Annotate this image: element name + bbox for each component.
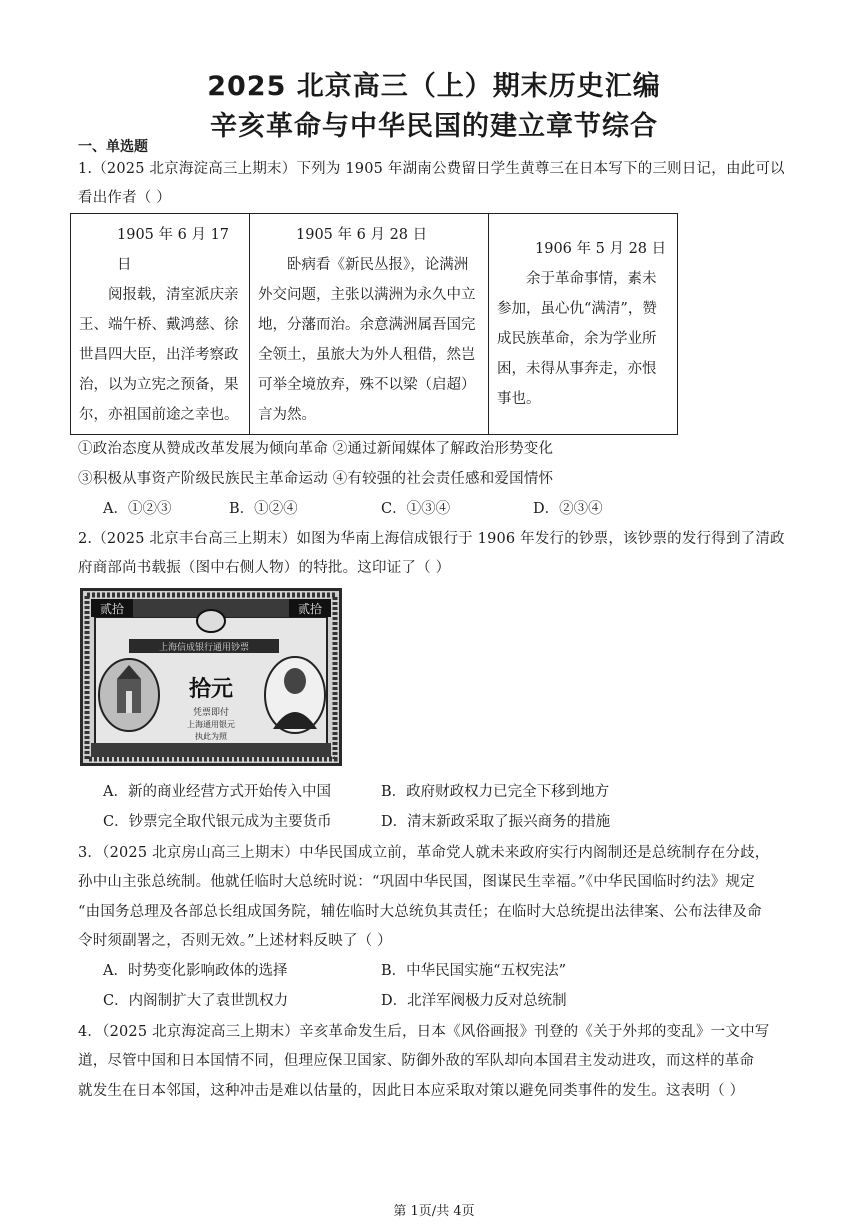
diary-cell [250,214,489,435]
q1-stem-line-2: 看出作者（ ） [78,190,172,206]
q3-stem-line-1: 3．（2025 北京房山高三上期末）中华民国成立前，革命党人就未来政府实行内阁制还是总统制存在分歧， [78,845,770,861]
q1-stem-line-1: 1.（2025 北京海淀高三上期末）下列为 1905 年湖南公费留日学生黄尊三在日本写下的三则日记，由此可以 [78,161,785,177]
q3-stem-line-2: 孙中山主张总统制。他就任临时大总统时说：“巩固中华民国，图谋民生幸福。”《中华民国临时约法》规定 [78,874,755,890]
diary-date: 1906 年 5 月 28 日 [535,241,667,257]
q1-option-d[interactable]: D．②③④ [533,501,603,517]
diary-date: 1905 年 6 月 28 日 [296,227,428,243]
q3-option-c[interactable]: C．内阁制扩大了袁世凯权力 [103,993,289,1009]
diary-cell [71,214,250,435]
page-footer: 第 1页/共 4页 [393,1204,475,1219]
document-title: 2025 北京高三（上）期末历史汇编 [207,71,661,102]
q1-statements-line-2: ③积极从事资产阶级民族民主革命运动 ④有较强的社会责任感和爱国情怀 [78,471,554,487]
diary-text: 卧病看《新民丛报》，论满洲外交问题，主张以满洲为永久中立地，分藩而治。余意满洲属吾国完全领土，虽旅大为外人租借，然岂可举全境放弃，殊不以梁（启超）言为然。 [258,257,476,423]
banknote-left-sub: 上海通用银元 [187,720,235,729]
q2-option-d[interactable]: D．清末新政采取了振兴商务的措施 [381,814,611,830]
q1-option-a[interactable]: A．①②③ [103,501,172,517]
banknote-side-text: 执此为照 [195,732,227,741]
q2-option-c[interactable]: C．钞票完全取代银元成为主要货币 [103,814,332,830]
banknote-left-text: 凭票即付 [192,708,230,718]
q2-option-b[interactable]: B．政府财政权力已完全下移到地方 [381,784,610,800]
q3-option-b[interactable]: B．中华民国实施“五权宪法” [381,963,566,979]
diary-text: 余于革命事情，素未参加，虽心仇“满清”，赞成民族革命，余为学业所困，未得从事奔走，亦恨事也。 [497,271,657,407]
q1-option-b[interactable]: B．①②④ [229,501,298,517]
diary-cell [489,214,678,435]
q3-option-a[interactable]: A．时势变化影响政体的选择 [103,963,288,979]
banknote-denomination: 拾元 [188,676,234,702]
q1-option-c[interactable]: C．①③④ [381,501,451,517]
q2-stem-line-2: 府商部尚书载振（图中右侧人物）的特批。这印证了（ ） [78,560,451,576]
q1-statements-line-1: ①政治态度从赞成改革发展为倾向革命 ②通过新闻媒体了解政治形势变化 [78,441,554,457]
section-heading: 一、单选题 [78,139,148,155]
q3-option-d[interactable]: D．北洋军阀极力反对总统制 [381,993,567,1009]
banknote-banner: 上海信成银行通用钞票 [158,643,250,653]
q4-stem-line-2: 道，尽管中国和日本国情不同，但理应保卫国家、防御外敌的军队却向本国君主发动进攻，而这样的革命 [78,1053,755,1069]
banknote-corner-right: 贰拾 [297,602,323,616]
q3-stem-line-4: 令时须副署之，否则无效。”上述材料反映了（ ） [78,933,392,949]
banknote-image [80,588,342,766]
diary-table [70,213,678,435]
q4-stem-line-1: 4．（2025 北京海淀高三上期末）辛亥革命发生后，日本《风俗画报》刊登的《关于外邦的变乱》一文中写 [78,1024,770,1040]
diary-text: 阅报载，清室派庆亲王、端午桥、戴鸿慈、徐世昌四大臣，出洋考察政治，以为立宪之预备，果尔，亦祖国前途之幸也。 [79,287,239,423]
q4-stem-line-3: 就发生在日本邻国，这种冲击是难以估量的，因此日本应采取对策以避免同类事件的发生。这表明（ ） [78,1083,745,1099]
diary-date: 1905 年 6 月 17 日 [117,227,230,273]
banknote-corner-left: 贰拾 [99,602,125,616]
q2-stem-line-1: 2.（2025 北京丰台高三上期末）如图为华南上海信成银行于 1906 年发行的钞票，该钞票的发行得到了清政 [78,531,785,547]
document-subtitle: 辛亥革命与中华民国的建立章节综合 [210,111,658,142]
q3-stem-line-3: “由国务总理及各部总长组成国务院，辅佐临时大总统负其责任；在临时大总统提出法律案、公布法律及命 [78,904,762,920]
q2-option-a[interactable]: A．新的商业经营方式开始传入中国 [103,784,331,800]
